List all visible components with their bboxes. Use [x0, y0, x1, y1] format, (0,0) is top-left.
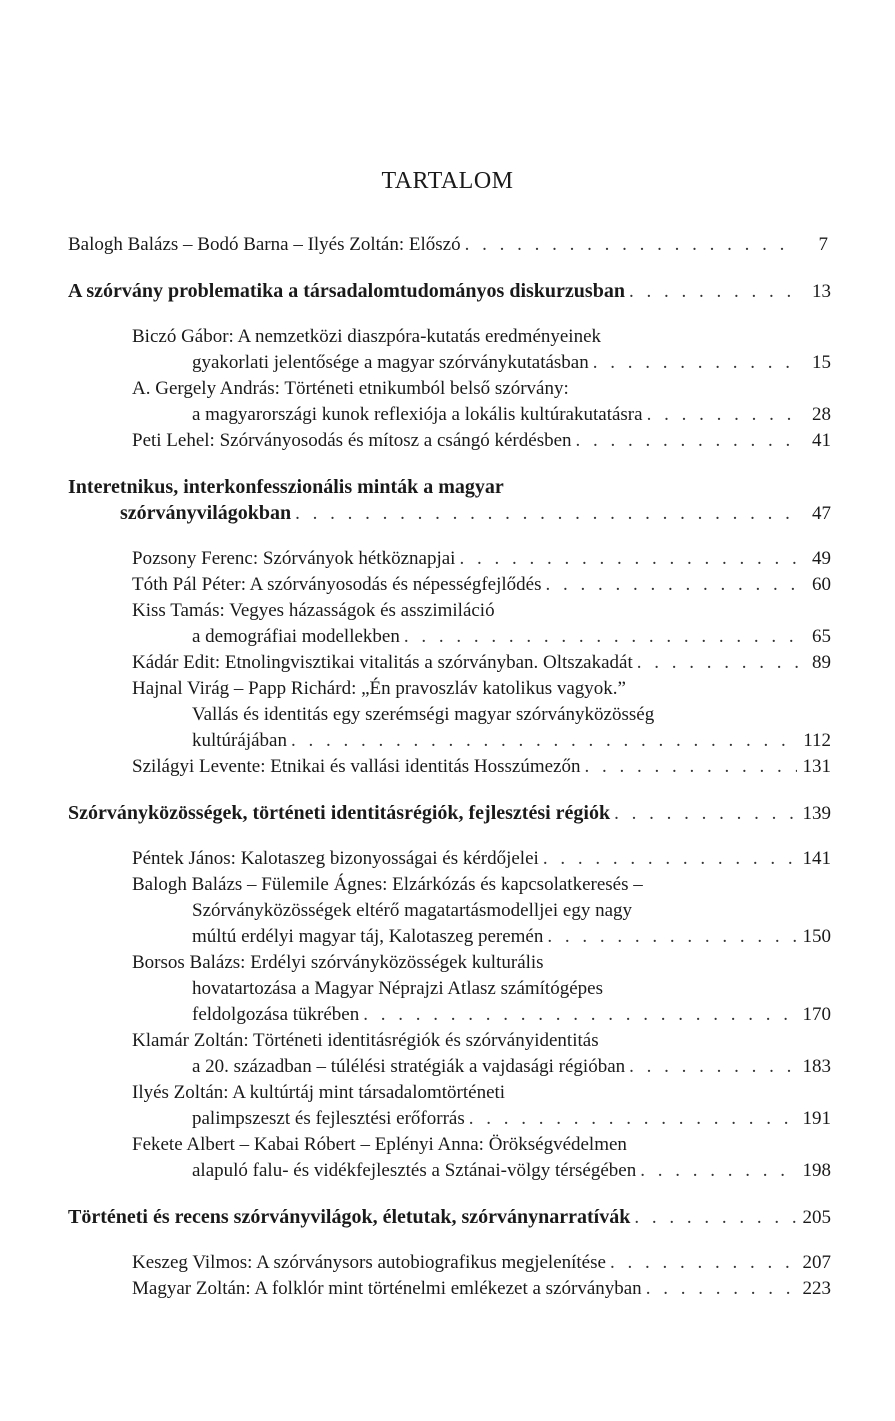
- toc-item[interactable]: [132, 846, 831, 872]
- entry-text-line: Interetnikus, interkonfesszionális minták a magyar: [68, 476, 504, 498]
- entry-text-line: múltú erdélyi magyar táj, Kalotaszeg peremén: [192, 926, 544, 947]
- dot-leader: [629, 279, 799, 305]
- dot-leader: [363, 1002, 796, 1028]
- dot-leader: [465, 232, 796, 258]
- page-number: 65: [812, 626, 831, 647]
- entry-text-line: Biczó Gábor: A nemzetközi diaszpóra-kutatás eredményeinek: [132, 326, 602, 347]
- entry-text-line: feldolgozása tükrében: [192, 1004, 360, 1025]
- toc-item[interactable]: [132, 376, 831, 428]
- dot-leader: [593, 350, 799, 376]
- toc-item[interactable]: [132, 572, 831, 598]
- entry-text-line: Balogh Balázs – Fülemile Ágnes: Elzárkózás és kapcsolatkeresés –: [132, 874, 643, 895]
- section-items: [0, 324, 895, 454]
- dot-leader: [459, 546, 799, 572]
- page-number: 131: [802, 756, 831, 777]
- table-of-contents: [0, 232, 895, 1322]
- section-heading[interactable]: [68, 1204, 831, 1230]
- section-heading[interactable]: [68, 800, 831, 826]
- entry-text-line: Hajnal Virág – Papp Richárd: „Én pravoszláv katolikus vagyok.”: [132, 678, 626, 699]
- dot-leader: [640, 1158, 796, 1184]
- dot-leader: [404, 624, 799, 650]
- sections-container: [0, 278, 895, 1302]
- page-number: 89: [812, 652, 831, 673]
- dot-leader: [547, 924, 796, 950]
- entry-text-line: hovatartozása a Magyar Néprajzi Atlasz számítógépes: [192, 978, 603, 999]
- dot-leader: [634, 1205, 796, 1231]
- page-number: 150: [802, 926, 831, 947]
- dot-leader: [614, 801, 796, 827]
- entry-text-line: Klamár Zoltán: Történeti identitásrégiók és szórványidentitás: [132, 1030, 599, 1051]
- dot-leader: [647, 402, 799, 428]
- toc-item[interactable]: [132, 598, 831, 650]
- page-number: 170: [802, 1004, 831, 1025]
- entry-text-line: gyakorlati jelentősége a magyar szórványkutatásban: [192, 352, 589, 373]
- toc-item[interactable]: [132, 872, 831, 950]
- entry-text-line: Keszeg Vilmos: A szórványsors autobiografikus megjelenítése: [132, 1252, 606, 1273]
- page-number: 41: [812, 430, 831, 451]
- toc-item[interactable]: [132, 1028, 831, 1080]
- toc-item[interactable]: [132, 1276, 831, 1302]
- page-number: 13: [812, 281, 831, 302]
- section-heading[interactable]: [68, 474, 831, 526]
- entry-text-line: Vallás és identitás egy szerémségi magyar szórványközösség: [192, 704, 655, 725]
- toc-item[interactable]: [132, 428, 831, 454]
- entry-text-line: Kádár Edit: Etnolingvisztikai vitalitás a szórványban. Oltszakadát: [132, 652, 633, 673]
- dot-leader: [576, 428, 799, 454]
- dot-leader: [646, 1276, 797, 1302]
- dot-leader: [610, 1250, 797, 1276]
- toc-item[interactable]: [132, 324, 831, 376]
- page-number: 60: [812, 574, 831, 595]
- entry-text-line: Kiss Tamás: Vegyes házasságok és asszimiláció: [132, 600, 495, 621]
- entry-text-line: Szilágyi Levente: Etnikai és vallási identitás Hosszúmezőn: [132, 756, 581, 777]
- toc-item[interactable]: [132, 1132, 831, 1184]
- page-number: 112: [803, 730, 831, 751]
- section-items: [0, 1250, 895, 1302]
- page-number: 7: [818, 234, 828, 255]
- dot-leader: [291, 728, 797, 754]
- page-number: 183: [802, 1056, 831, 1077]
- entry-text-line: Peti Lehel: Szórványosodás és mítosz a csángó kérdésben: [132, 430, 572, 451]
- entry-text-line: Péntek János: Kalotaszeg bizonyosságai és kérdőjelei: [132, 848, 539, 869]
- section-items: [0, 546, 895, 780]
- section-heading[interactable]: [68, 278, 831, 304]
- toc-item[interactable]: [132, 676, 831, 754]
- entry-text-line: A. Gergely András: Történeti etnikumból belső szórvány:: [132, 378, 569, 399]
- page-number: 28: [812, 404, 831, 425]
- preface-text: Balogh Balázs – Bodó Barna – Ilyés Zoltán: Előszó: [68, 234, 461, 255]
- toc-item[interactable]: [132, 1080, 831, 1132]
- entry-text-line: a magyarországi kunok reflexiója a lokális kultúrakutatásra: [192, 404, 643, 425]
- page-title: TARTALOM: [381, 168, 514, 194]
- entry-text-line: Borsos Balázs: Erdélyi szórványközösségek kulturális: [132, 952, 544, 973]
- entry-text-line: Szórványközösségek, történeti identitásrégiók, fejlesztési régiók: [68, 802, 611, 824]
- toc-item[interactable]: [132, 1250, 831, 1276]
- dot-leader: [629, 1054, 796, 1080]
- section-items: [0, 846, 895, 1184]
- page-number: 47: [812, 503, 831, 524]
- dot-leader: [585, 754, 797, 780]
- entry-text-line: szórványvilágokban: [120, 502, 292, 524]
- entry-text-line: Történeti és recens szórványvilágok, életutak, szórványnarratívák: [68, 1206, 631, 1228]
- page-number: 223: [802, 1278, 831, 1299]
- dot-leader: [469, 1106, 797, 1132]
- dot-leader: [295, 501, 799, 527]
- page-number: 139: [802, 803, 831, 824]
- dot-leader: [543, 846, 797, 872]
- entry-text-line: Tóth Pál Péter: A szórványosodás és népességfejlődés: [132, 574, 542, 595]
- entry-text-line: kultúrájában: [192, 730, 287, 751]
- dot-leader: [545, 572, 799, 598]
- entry-text-line: Ilyés Zoltán: A kultúrtáj mint társadalomtörténeti: [132, 1082, 506, 1103]
- entry-text-line: a 20. században – túlélési stratégiák a vajdasági régióban: [192, 1056, 626, 1077]
- page-number: 191: [802, 1108, 831, 1129]
- page-number: 15: [812, 352, 831, 373]
- entry-text-line: Magyar Zoltán: A folklór mint történelmi emlékezet a szórványban: [132, 1278, 642, 1299]
- toc-item[interactable]: [132, 950, 831, 1028]
- entry-text-line: A szórvány problematika a társadalomtudományos diskurzusban: [68, 280, 625, 302]
- entry-text-line: Pozsony Ferenc: Szórványok hétköznapjai: [132, 548, 456, 569]
- entry-text-line: Fekete Albert – Kabai Róbert – Eplényi Anna: Örökségvédelmen: [132, 1134, 627, 1155]
- page-number: 205: [802, 1207, 831, 1228]
- page-number: 207: [802, 1252, 831, 1273]
- page-number: 49: [812, 548, 831, 569]
- page-number: 141: [802, 848, 831, 869]
- entry-text-line: palimpszeszt és fejlesztési erőforrás: [192, 1108, 465, 1129]
- dot-leader: [637, 650, 799, 676]
- entry-text-line: Szórványközösségek eltérő magatartásmodelljei egy nagy: [192, 900, 633, 921]
- entry-text-line: a demográfiai modellekben: [192, 626, 400, 647]
- preface-entry[interactable]: [68, 232, 828, 258]
- toc-item[interactable]: [132, 754, 831, 780]
- page-number: 198: [802, 1160, 831, 1181]
- toc-item[interactable]: [132, 546, 831, 572]
- toc-item[interactable]: [132, 650, 831, 676]
- entry-text-line: alapuló falu- és vidékfejlesztés a Sztánai-völgy térségében: [192, 1160, 637, 1181]
